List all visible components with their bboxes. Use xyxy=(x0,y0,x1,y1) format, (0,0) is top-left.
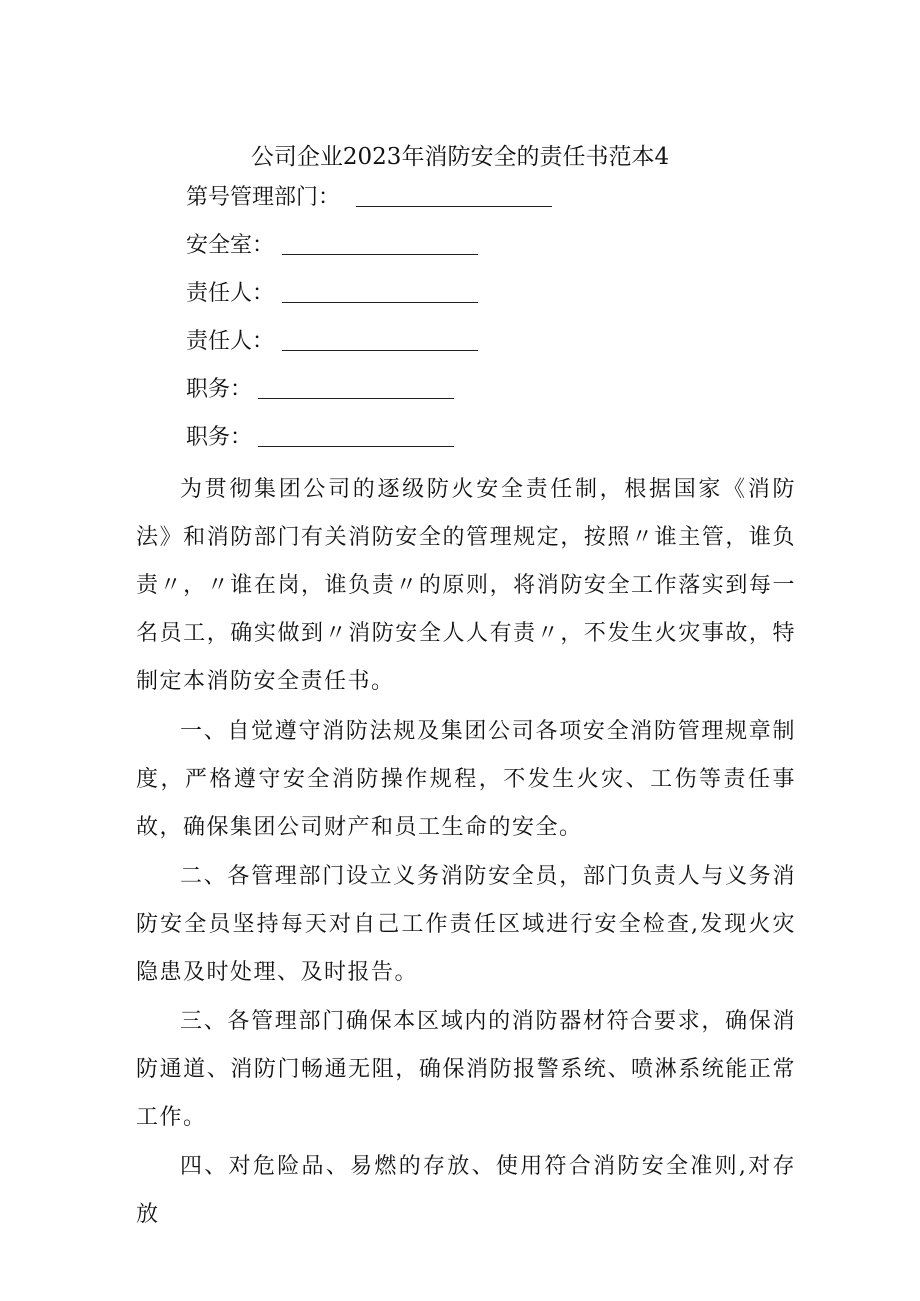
field-position-2 xyxy=(186,423,252,453)
document-title: 公司企业2023年消防安全的责任书范本4 xyxy=(250,144,670,170)
paragraph-clause-1: 一、自觉遵守消防法规及集团公司各项安全消防管理规章制度，严格遵守安全消防操作规程，不发生火灾、工伤等责任事故，确保集团公司财产和员工生命的安全。 xyxy=(136,719,796,840)
paragraph-clause-4: 四、对危险品、易燃的存放、使用符合消防安全准则,对存放 xyxy=(136,1154,796,1227)
paragraph-intro: 为贯彻集团公司的逐级防火安全责任制，根据国家《消防法》和消防部门有关消防安全的管理规定，按照〃谁主管，谁负责〃，〃谁在岗，谁负责〃的原则，将消防安全工作落实到每一名员工，确实做到〃消防安全人人有责〃，不发生火灾事故，特制定本消防安全责任书。 xyxy=(136,477,796,694)
field-label: 职务： xyxy=(186,425,253,450)
paragraph-clause-3: 三、各管理部门确保本区域内的消防器材符合要求，确保消防通道、消防门畅通无阻，确保消防报警系统、喷淋系统能正常工作。 xyxy=(136,1009,796,1130)
paragraph-clause-2: 二、各管理部门设立义务消防安全员，部门负责人与义务消防安全员坚持每天对自己工作责任区域进行安全检查,发现火灾隐患及时处理、及时报告。 xyxy=(136,864,796,985)
fill-in-blank-line xyxy=(356,206,552,207)
field-label: 职务： xyxy=(186,377,253,402)
field-label: 安全室： xyxy=(186,233,275,258)
field-label: 第号管理部门： xyxy=(186,185,341,210)
field-responsible-person-1 xyxy=(186,279,274,309)
field-label: 责任人： xyxy=(186,281,275,306)
field-label: 责任人： xyxy=(186,329,275,354)
field-position-1 xyxy=(186,375,252,405)
fill-in-blank-line xyxy=(282,350,478,351)
field-management-department xyxy=(186,183,340,213)
field-responsible-person-2 xyxy=(186,327,274,357)
field-safety-office xyxy=(186,231,274,261)
fill-in-blank-line xyxy=(258,446,454,447)
fill-in-blank-line xyxy=(282,302,478,303)
fill-in-blank-line xyxy=(258,398,454,399)
fill-in-blank-line xyxy=(282,254,478,255)
